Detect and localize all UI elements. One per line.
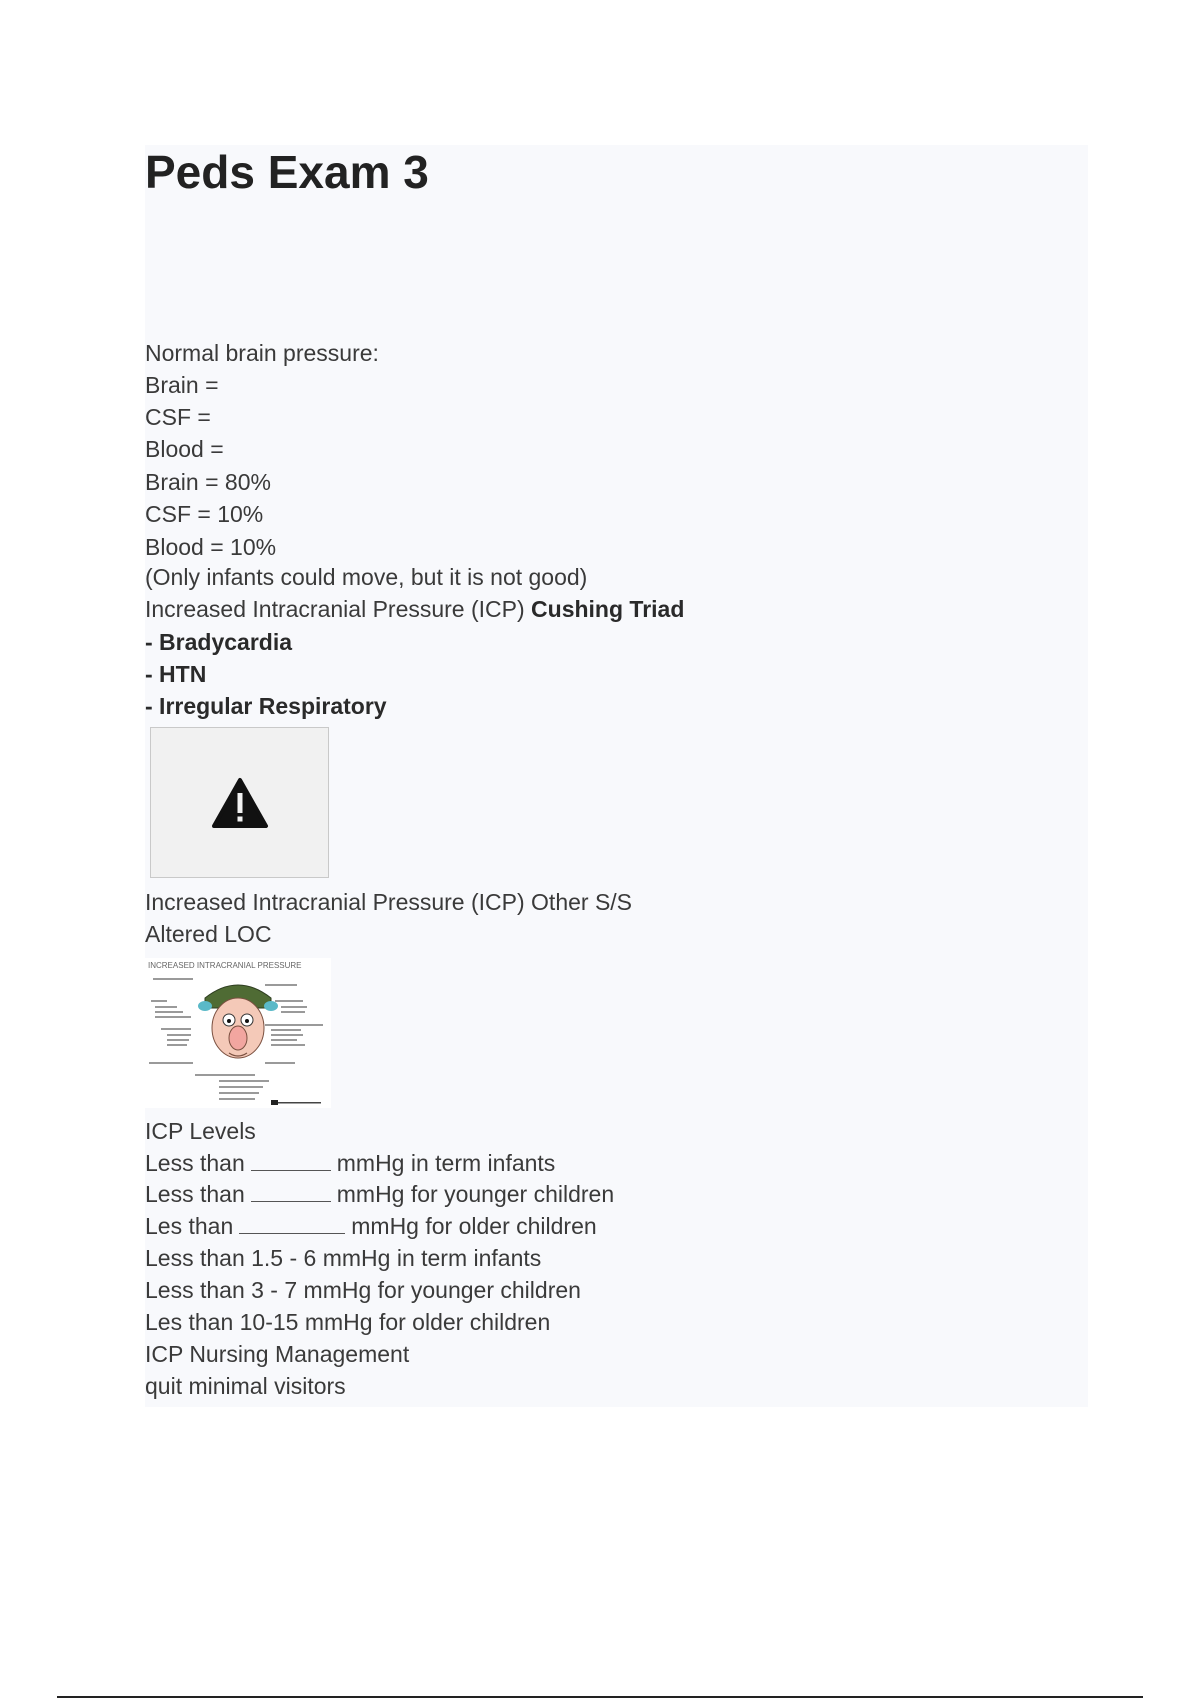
text-line: Blood =	[145, 436, 224, 462]
fill-in-line: Less than mmHg for younger children	[145, 1181, 615, 1207]
text-line: Brain = 80%	[145, 469, 271, 495]
diagram-title: INCREASED INTRACRANIAL PRESSURE	[148, 961, 302, 970]
text-line: ICP Levels	[145, 1118, 256, 1144]
icp-diagram-image	[145, 958, 331, 1108]
text-line: CSF =	[145, 404, 211, 430]
fill-in-line: Les than mmHg for older children	[145, 1213, 597, 1239]
text-line: (Only infants could move, but it is not good)	[145, 564, 588, 590]
cushing-item: - Irregular Respiratory	[145, 693, 387, 719]
text-line: Altered LOC	[145, 921, 272, 947]
text-line: ICP Nursing Management	[145, 1341, 410, 1367]
text-line: Increased Intracranial Pressure (ICP) Other S/S	[145, 889, 633, 915]
cushing-item: - HTN	[145, 661, 207, 687]
cushing-triad-label: Cushing Triad	[531, 596, 685, 622]
text-line: Blood = 10%	[145, 534, 277, 560]
icp-heading: Increased Intracranial Pressure (ICP)	[145, 596, 525, 622]
warning-triangle-icon	[211, 777, 269, 829]
cushing-item: - Bradycardia	[145, 629, 293, 655]
icp-cushing-line	[145, 593, 684, 625]
missing-image-placeholder	[150, 727, 329, 878]
page-bottom-rule	[57, 1696, 1143, 1698]
answer-blank	[239, 1211, 345, 1234]
text-line: Less than 3 - 7 mmHg for younger children	[145, 1277, 581, 1303]
text-line: quit minimal visitors	[145, 1373, 346, 1399]
fill-in-line: Less than mmHg in term infants	[145, 1150, 556, 1176]
text-line: Less than 1.5 - 6 mmHg in term infants	[145, 1245, 542, 1271]
text-line: Normal brain pressure:	[145, 340, 379, 366]
text-line: Brain =	[145, 372, 219, 398]
answer-blank	[251, 1148, 331, 1171]
text-line: CSF = 10%	[145, 501, 264, 527]
text-line: Les than 10-15 mmHg for older children	[145, 1309, 551, 1335]
page-title: Peds Exam 3	[145, 146, 429, 198]
answer-blank	[251, 1179, 331, 1202]
